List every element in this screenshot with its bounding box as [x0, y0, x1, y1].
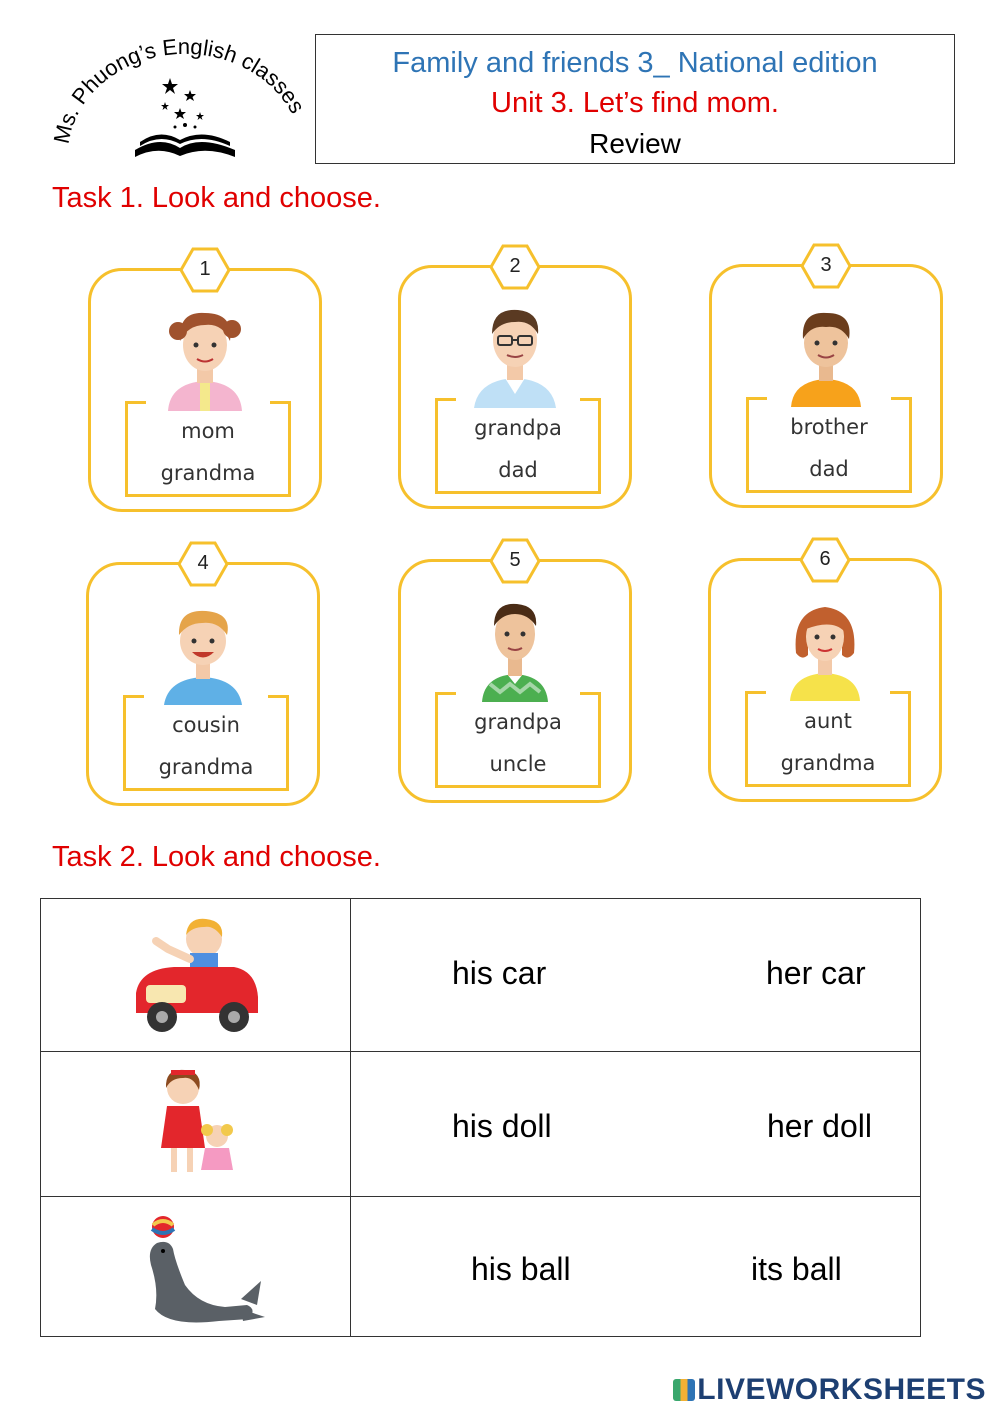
- option-his-doll[interactable]: his doll: [452, 1108, 552, 1144]
- svg-text:Ms. Phuong’s English classes: Ms. Phuong’s English classes: [48, 33, 310, 146]
- options-cell: [351, 899, 921, 1052]
- option-grandpa[interactable]: grandpa: [474, 416, 562, 440]
- option-cousin[interactable]: cousin: [172, 713, 240, 737]
- card-number-badge: 1: [179, 247, 231, 293]
- card-number-badge: 3: [800, 243, 852, 289]
- card-5: [398, 549, 632, 803]
- option-her-doll[interactable]: her doll: [767, 1108, 872, 1144]
- cousin-portrait: [148, 595, 258, 705]
- aunt-portrait: [770, 591, 880, 701]
- option-dad[interactable]: dad: [809, 457, 849, 481]
- section-title: Review: [589, 128, 681, 159]
- card-options: [435, 398, 601, 494]
- card-options: [435, 692, 601, 788]
- card-number-badge: 5: [489, 538, 541, 584]
- card-options: [125, 401, 291, 497]
- boy-in-car: [126, 913, 266, 1043]
- card-number-badge: 2: [489, 244, 541, 290]
- unit-title: Unit 3. Let’s find mom.: [491, 87, 779, 119]
- card-options: [123, 695, 289, 791]
- option-brother[interactable]: brother: [790, 415, 868, 439]
- picture-cell: [41, 1052, 351, 1197]
- option-uncle[interactable]: uncle: [489, 752, 547, 776]
- picture-cell: [41, 1197, 351, 1337]
- options-cell: [351, 1197, 921, 1337]
- card-number-badge: 6: [799, 537, 851, 583]
- card-options: [746, 397, 912, 493]
- card-6: [708, 548, 942, 802]
- brother-portrait: [771, 297, 881, 407]
- option-his-ball[interactable]: his ball: [471, 1251, 571, 1287]
- option-grandma[interactable]: grandma: [780, 751, 876, 775]
- uncle-portrait: [460, 592, 570, 702]
- header-box: [315, 34, 955, 164]
- mom-portrait: [150, 301, 260, 411]
- task2-table: [40, 898, 921, 1337]
- card-number-badge: 4: [177, 541, 229, 587]
- card-3: [709, 254, 943, 508]
- option-grandpa[interactable]: grandpa: [474, 710, 562, 734]
- liveworksheets-logo: LIVEWORKSHEETS: [673, 1373, 986, 1407]
- option-her-car[interactable]: her car: [766, 955, 866, 991]
- card-2: [398, 255, 632, 509]
- course-title: Family and friends 3_ National edition: [392, 47, 878, 79]
- option-its-ball[interactable]: its ball: [751, 1251, 842, 1287]
- open-book-stars-icon: [135, 78, 235, 157]
- brand-icon: [673, 1379, 695, 1401]
- option-aunt[interactable]: aunt: [804, 709, 852, 733]
- seal-with-ball: [129, 1209, 269, 1329]
- option-grandma[interactable]: grandma: [158, 755, 254, 779]
- card-1: [88, 258, 322, 512]
- card-options: [745, 691, 911, 787]
- dad-portrait: [460, 298, 570, 408]
- task2-title: Task 2. Look and choose.: [52, 841, 381, 873]
- card-4: [86, 552, 320, 806]
- picture-cell: [41, 899, 351, 1052]
- option-dad[interactable]: dad: [498, 458, 538, 482]
- option-grandma[interactable]: grandma: [160, 461, 256, 485]
- options-cell: [351, 1052, 921, 1197]
- option-his-car[interactable]: his car: [452, 955, 547, 991]
- logo: [40, 30, 320, 170]
- girl-with-doll: [153, 1066, 243, 1186]
- task1-title: Task 1. Look and choose.: [52, 182, 381, 214]
- option-mom[interactable]: mom: [181, 419, 235, 443]
